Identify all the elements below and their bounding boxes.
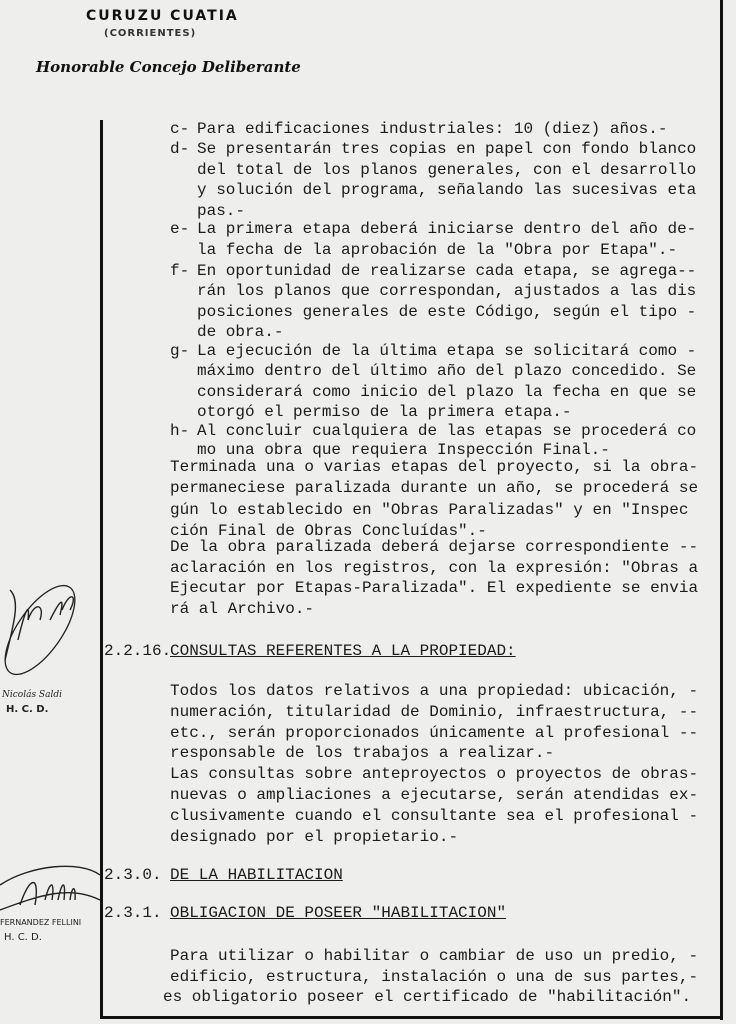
item-marker: f-: [170, 262, 190, 280]
section-heading: DE LA HABILITACION: [170, 866, 343, 884]
text-line: edificio, estructura, instalación o una de sus partes,-: [170, 967, 699, 986]
item-marker: g-: [170, 342, 190, 360]
text-line: etc., serán proporcionados únicamente al profesional --: [170, 723, 699, 742]
text-line: de obra.-: [197, 322, 284, 341]
text-line: Para utilizar o habilitar o cambiar de uso un predio, -: [170, 947, 699, 965]
text-line: nuevas o ampliaciones a ejecutarse, serán atendidas ex-: [170, 786, 699, 804]
text-line: máximo dentro del último año del plazo concedido. Se: [197, 362, 697, 381]
letterhead-body: Honorable Concejo Deliberante: [36, 58, 301, 76]
text-line: aclaración en los registros, con la expresión: "Obras a: [170, 558, 699, 577]
text-line: permaneciese paralizada durante un año, se procederá se: [170, 479, 699, 498]
section-number: 2.2.16.: [104, 642, 172, 660]
bottom-rule: [100, 1016, 723, 1019]
text-line: responsable de los trabajos a realizar.-: [170, 744, 555, 763]
text-line: Ejecutar por Etapas-Paralizada". El expediente se envia: [170, 579, 699, 598]
text-line: la fecha de la aprobación de la "Obra por Etapa".-: [197, 240, 678, 259]
text-line: considerará como inicio del plazo la fecha en que se: [197, 382, 697, 401]
signature-1-name: Nicolás Saldi: [2, 690, 62, 700]
text-line: Todos los datos relativos a una propiedad: ubicación, -: [170, 682, 699, 700]
text-line: gún lo establecido en "Obras Paralizadas" y en "Inspec: [170, 500, 689, 519]
item-marker: c-: [170, 120, 190, 138]
text-line: Las consultas sobre anteproyectos o proyectos de obras-: [170, 765, 699, 784]
text-line: mo una obra que requiera Inspección Final.-: [197, 440, 610, 459]
text-line: Se presentarán tres copias en papel con fondo blanco: [197, 140, 697, 158]
letterhead-city: CURUZU CUATIA: [86, 8, 239, 24]
text-line: otorgó el permiso de la primera etapa.-: [197, 402, 572, 421]
item-marker: d-: [170, 140, 190, 158]
text-line: numeración, titularidad de Dominio, infraestructura, --: [170, 702, 699, 721]
text-line: es obligatorio poseer el certificado de "habilitación".: [163, 988, 692, 1006]
signature-2-name: FERNANDEZ FELLINI: [0, 918, 82, 927]
section-number: 2.3.0.: [104, 866, 162, 884]
signature-2-title: H. C. D.: [4, 932, 42, 943]
text-line: ción Final de Obras Concluídas".-: [170, 521, 487, 540]
text-line: La ejecución de la última etapa se solicitará como -: [197, 342, 697, 360]
section-heading: CONSULTAS REFERENTES A LA PROPIEDAD:: [170, 642, 516, 660]
item-marker: h-: [170, 422, 190, 440]
text-line: En oportunidad de realizarse cada etapa, se agrega--: [197, 262, 697, 280]
text-line: designado por el propietario.-: [170, 827, 459, 846]
text-line: Para edificaciones industriales: 10 (diez) años.-: [197, 120, 668, 138]
text-line: Terminada una o varias etapas del proyecto, si la obra-: [170, 458, 699, 476]
section-heading: OBLIGACION DE POSEER "HABILITACION": [170, 904, 507, 922]
signature-2-scribble: [0, 855, 102, 925]
text-line: rán los planos que correspondan, ajustados a las dis: [197, 282, 697, 301]
section-number: 2.3.1.: [104, 904, 162, 922]
right-margin-rule: [720, 0, 723, 1020]
text-line: del total de los planos generales, con el desarrollo: [197, 160, 697, 179]
text-line: y solución del programa, señalando las sucesivas eta: [197, 181, 697, 200]
text-line: posiciones generales de este Código, según el tipo -: [197, 302, 697, 321]
text-line: pas.-: [197, 201, 246, 220]
signature-1-scribble: [0, 560, 100, 710]
text-line: Al concluir cualquiera de las etapas se procederá co: [197, 422, 697, 440]
signature-1-title: H. C. D.: [6, 704, 49, 715]
text-line: La primera etapa deberá iniciarse dentro del año de-: [197, 220, 697, 238]
text-line: rá al Archivo.-: [170, 600, 315, 619]
text-line: clusivamente cuando el consultante sea el profesional -: [170, 806, 699, 825]
letterhead-province: (CORRIENTES): [104, 28, 197, 39]
item-marker: e-: [170, 220, 190, 238]
text-line: De la obra paralizada deberá dejarse correspondiente --: [170, 538, 699, 556]
